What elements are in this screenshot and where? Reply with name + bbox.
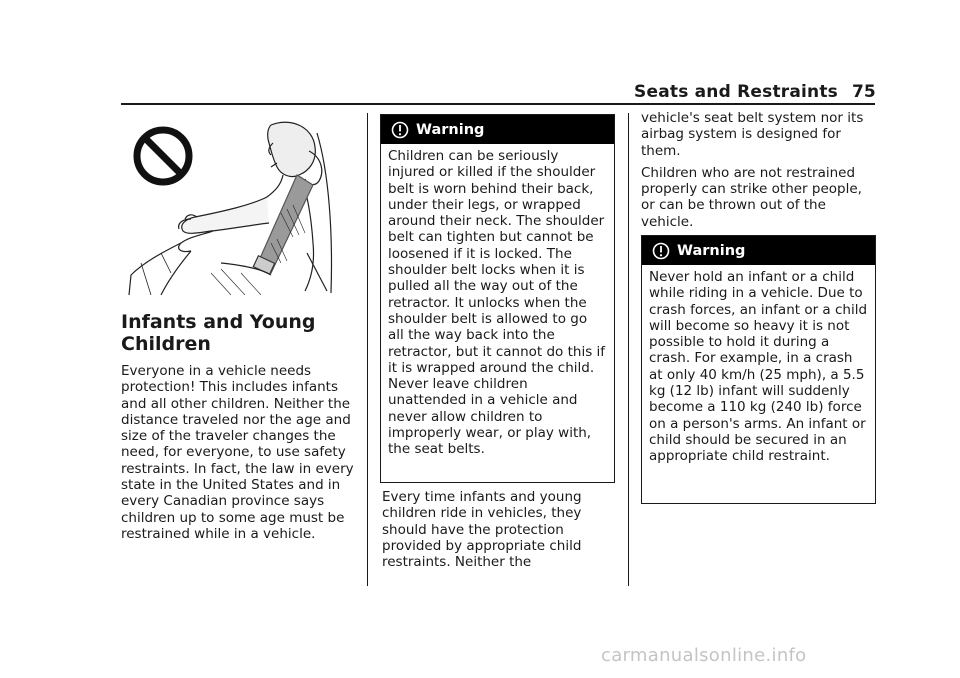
warning-body: Never hold an infant or a child while riding in a vehicle. Due to crash forces, an infant or a child will become so heavy it is not possible to hold it during a crash. For example, in a crash at only 40 km/h (25 mph), a 5.5 kg (12 lb) infant will suddenly become a 110 kg (240 lb) force on a person's arms. An infant or child should be secured in an appropriate child restraint. xyxy=(649,269,868,465)
prohibition-icon xyxy=(137,130,189,182)
section-body-text: Everyone in a vehicle needs protection! This includes infants and all other children. Neither the distance traveled nor the age and size of the traveler changes the need, for everyone, to use safety restraints. In fact, the law in every state in the United States and in every Canadian province says children up to some age must be restrained while in a vehicle. xyxy=(121,363,354,542)
warning-icon xyxy=(652,242,670,260)
child-restraint-illustration xyxy=(121,113,335,295)
right-body xyxy=(641,110,873,230)
column-divider-1 xyxy=(367,113,368,586)
section-body xyxy=(121,363,356,542)
middle-body-text: Every time infants and young children ride in vehicles, they should have the protection provided by appropriate child restraints. Neither the xyxy=(382,489,582,571)
warning-box-2 xyxy=(641,235,876,504)
right-body-p2: Children who are not restrained properly can strike other people, or can be thrown out of the vehicle. xyxy=(641,164,862,230)
header-rule xyxy=(121,103,875,105)
right-body-p1: vehicle's seat belt system nor its airbag system is designed for them. xyxy=(641,110,864,159)
warning-title: Warning xyxy=(416,121,485,138)
warning-header xyxy=(642,236,875,265)
warning-title: Warning xyxy=(677,242,746,259)
warning-header xyxy=(381,115,614,144)
page-number: 75 xyxy=(852,82,876,102)
page-section-title: Seats and Restraints xyxy=(634,82,838,102)
column-divider-2 xyxy=(628,113,629,586)
warning-box-1 xyxy=(380,114,615,483)
middle-body xyxy=(382,489,612,570)
watermark: carmanualsonline.info xyxy=(601,645,807,666)
warning-icon xyxy=(391,121,409,139)
warning-body: Children can be seriously injured or killed if the shoulder belt is worn behind their back, under their legs, or wrapped around their neck. The shoulder belt can tighten but cannot be loosened if it is locked. The shoulder belt locks when it is pulled all the way out of the retractor. It unlocks when the shoulder belt is allowed to go all the way back into the retractor, but it cannot do this if it is wrapped around the child. Never leave children unattended in a vehicle and never allow children to improperly wear, or play with, the seat belts. xyxy=(388,148,606,458)
section-heading: Infants and Young Children xyxy=(121,311,316,355)
